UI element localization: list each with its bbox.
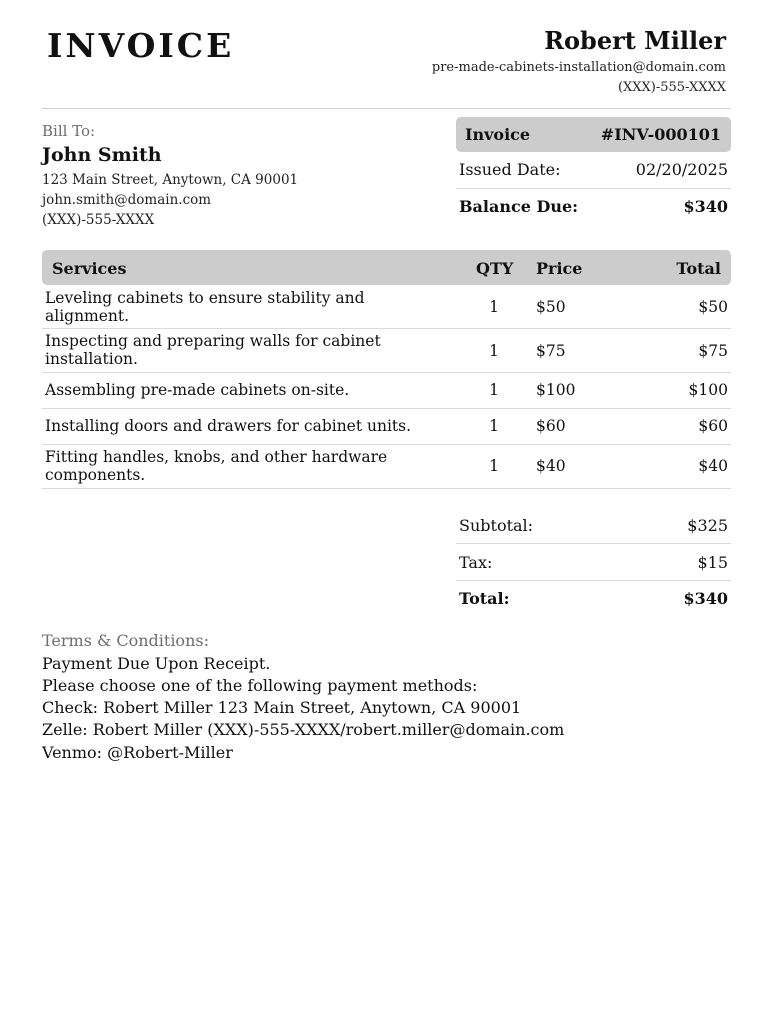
client-email: john.smith@domain.com xyxy=(42,192,212,208)
issued-date-label: Issued Date: xyxy=(459,160,561,179)
subtotal-value: $325 xyxy=(687,516,728,535)
total-row xyxy=(456,580,731,616)
terms-line: Please choose one of the following payment methods: xyxy=(42,676,478,695)
client-address: 123 Main Street, Anytown, CA 90001 xyxy=(42,172,299,188)
invoice-number: #INV-000101 xyxy=(600,125,721,144)
service-price: $60 xyxy=(536,417,566,435)
service-total: $40 xyxy=(698,457,728,475)
service-price: $100 xyxy=(536,381,576,399)
service-qty: 1 xyxy=(489,381,499,399)
table-header xyxy=(42,250,731,285)
header-qty: QTY xyxy=(476,259,514,278)
service-description: Inspecting and preparing walls for cabinet installation. xyxy=(45,332,381,368)
terms-label: Terms & Conditions: xyxy=(42,631,209,650)
service-price: $75 xyxy=(536,342,566,360)
service-price: $40 xyxy=(536,457,566,475)
table-row xyxy=(42,373,731,409)
header-divider xyxy=(42,108,731,109)
invoice-label: Invoice xyxy=(465,125,531,144)
service-qty: 1 xyxy=(489,342,499,360)
bill-to-label: Bill To: xyxy=(42,122,96,140)
service-total: $60 xyxy=(698,417,728,435)
service-total: $50 xyxy=(698,298,728,316)
service-qty: 1 xyxy=(489,417,499,435)
service-price: $50 xyxy=(536,298,566,316)
issued-date-row xyxy=(456,152,731,189)
table-row xyxy=(42,409,731,445)
invoice-meta-header xyxy=(456,117,731,152)
table-row xyxy=(42,445,731,489)
header-services: Services xyxy=(52,259,127,278)
service-total: $100 xyxy=(688,381,728,399)
service-description: Installing doors and drawers for cabinet units. xyxy=(45,417,412,435)
table-row xyxy=(42,286,731,329)
client-name: John Smith xyxy=(42,144,162,166)
client-phone: (XXX)-555-XXXX xyxy=(42,212,155,228)
service-description: Fitting handles, knobs, and other hardware components. xyxy=(45,448,388,484)
service-description: Leveling cabinets to ensure stability and alignment. xyxy=(45,289,365,325)
header-price: Price xyxy=(536,259,583,278)
invoice-meta xyxy=(456,117,731,227)
summary-box xyxy=(456,507,731,617)
tax-value: $15 xyxy=(697,553,728,572)
table-row xyxy=(42,329,731,373)
invoice-title: INVOICE xyxy=(47,26,235,65)
seller-name: Robert Miller xyxy=(544,26,726,55)
header-total: Total xyxy=(676,259,721,278)
terms-line: Zelle: Robert Miller (XXX)-555-XXXX/robert.miller@domain.com xyxy=(42,720,565,739)
service-description: Assembling pre-made cabinets on-site. xyxy=(45,381,350,399)
balance-due-label: Balance Due: xyxy=(459,197,579,216)
subtotal-row xyxy=(456,507,731,544)
total-label: Total: xyxy=(459,589,510,608)
balance-due-value: $340 xyxy=(683,197,728,216)
seller-email: pre-made-cabinets-installation@domain.com xyxy=(431,60,726,75)
terms-line: Venmo: @Robert-Miller xyxy=(42,743,233,762)
service-qty: 1 xyxy=(489,457,499,475)
service-total: $75 xyxy=(698,342,728,360)
terms-line: Check: Robert Miller 123 Main Street, Anytown, CA 90001 xyxy=(42,698,522,717)
subtotal-label: Subtotal: xyxy=(459,516,534,535)
issued-date-value: 02/20/2025 xyxy=(635,160,728,179)
tax-label: Tax: xyxy=(459,553,493,572)
balance-due-row xyxy=(456,189,731,225)
terms-line: Payment Due Upon Receipt. xyxy=(42,654,271,673)
seller-phone: (XXX)-555-XXXX xyxy=(617,80,726,95)
service-qty: 1 xyxy=(489,298,499,316)
total-value: $340 xyxy=(683,589,728,608)
tax-row xyxy=(456,544,731,581)
